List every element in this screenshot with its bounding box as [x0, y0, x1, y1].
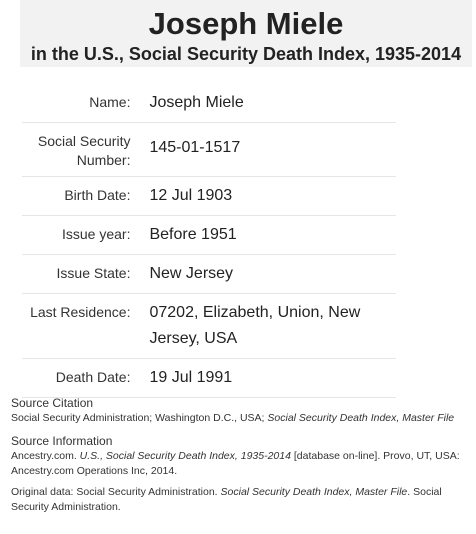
field-value: Before 1951 [149, 226, 237, 243]
field-label: Issue State: [56, 265, 131, 281]
field-value: New Jersey [149, 265, 234, 282]
field-label: Last Residence: [30, 304, 131, 320]
field-row-issue-year [22, 216, 396, 255]
field-value: 12 Jul 1903 [149, 187, 233, 204]
field-label: Birth Date: [64, 187, 131, 203]
source-information-heading: Source Information [11, 434, 113, 448]
field-value: Joseph Miele [149, 94, 244, 111]
field-label: Death Date: [55, 369, 131, 385]
field-value: 145-01-1517 [149, 139, 241, 156]
field-label: Name: [89, 94, 131, 110]
source-citation-text [11, 411, 473, 426]
source-information-line2 [11, 485, 473, 515]
citation-italic: Social Security Death Index, Master File [267, 412, 455, 424]
info-line1-italic: U.S., Social Security Death Index, 1935-2014 [79, 450, 291, 462]
info-line1-a: Ancestry.com. [11, 450, 80, 462]
record-fields-table [22, 84, 396, 398]
record-header [20, 0, 472, 67]
source-information-line1 [11, 449, 473, 479]
field-value: 07202, Elizabeth, Union, New Jersey, USA [149, 304, 361, 347]
source-citation-heading: Source Citation [11, 396, 94, 410]
info-line2-a: Original data: Social Security Administration. [11, 486, 221, 498]
field-row-last-residence [22, 294, 396, 359]
person-name-title: Joseph Miele [148, 6, 344, 41]
field-row-ssn [22, 123, 396, 177]
source-section [11, 395, 473, 515]
info-line1-b: [database on-line]. Provo, UT, USA: Ancestry.com Operations Inc, 2014. [11, 450, 460, 477]
collection-title: in the U.S., Social Security Death Index, 1935-2014 [30, 44, 462, 64]
field-row-issue-state [22, 255, 396, 294]
field-label: Issue year: [61, 226, 131, 242]
field-value: 19 Jul 1991 [149, 369, 233, 386]
citation-plain: Social Security Administration; Washington D.C., USA; [11, 412, 268, 424]
field-label: Social Security Number: [37, 133, 131, 168]
field-row-death-date [22, 359, 396, 398]
field-row-birth-date [22, 177, 396, 216]
field-row-name [22, 84, 396, 123]
info-line2-b: . Social Security Administration. [11, 486, 442, 513]
info-line2-italic: Social Security Death Index, Master File [220, 486, 408, 498]
